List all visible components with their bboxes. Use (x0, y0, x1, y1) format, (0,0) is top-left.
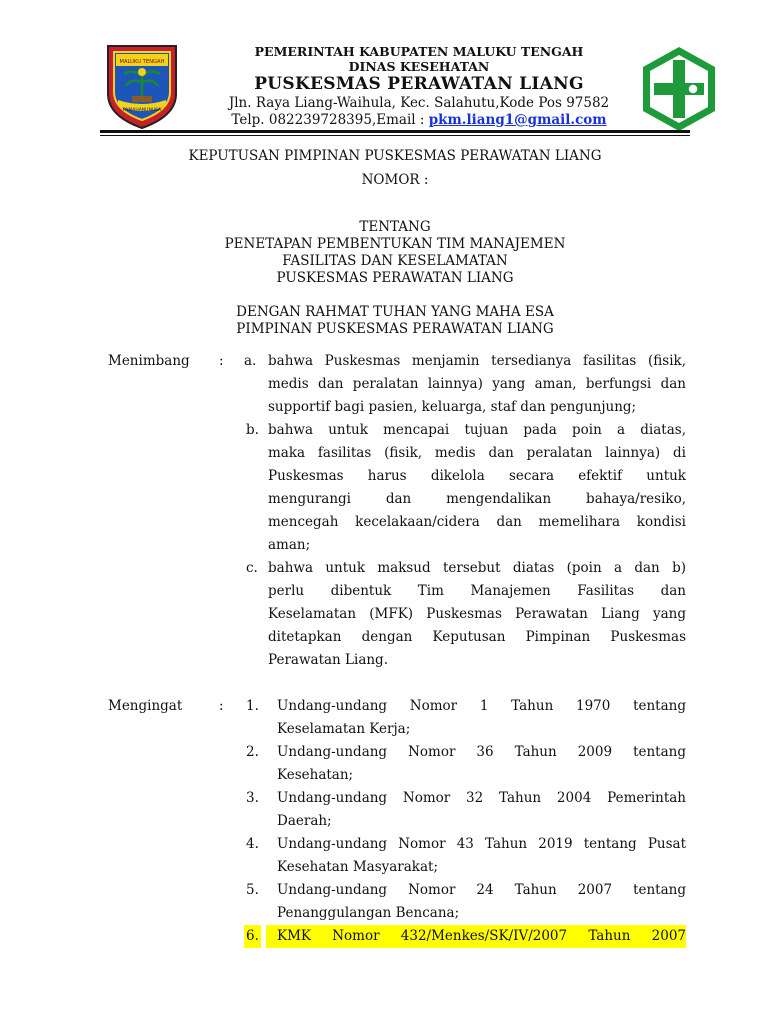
letterhead-rule-thin (100, 135, 690, 136)
text-line: Keselamatan Kerja; (277, 721, 411, 737)
text-line: Perawatan Liang. (268, 652, 388, 668)
puskesmas-logo (640, 44, 718, 134)
menimbang-item-c (268, 557, 686, 672)
decision-title: KEPUTUSAN PIMPINAN PUSKESMAS PERAWATAN LIANG (188, 148, 602, 164)
decision-number: NOMOR : (361, 172, 429, 188)
text-line: Undang-undang Nomor 32 Tahun 2004 Pemerintah (277, 790, 686, 806)
menimbang-marker-a: a. (244, 353, 257, 369)
emblem-top-text: MALUKU TENGAH (119, 59, 165, 65)
mengingat-marker-6: 6. (244, 925, 261, 948)
mengingat-marker-1: 1. (246, 698, 259, 714)
text-line: medis dan peralatan lainnya) yang aman, berfungsi dan (268, 376, 686, 392)
text-line: ditetapkan dengan Keputusan Pimpinan Puskesmas (268, 629, 686, 645)
text-line: Kesehatan Masyarakat; (277, 859, 439, 875)
text-line: perlu dibentuk Tim Manajemen Fasilitas dan (268, 583, 686, 599)
menimbang-marker-b: b. (246, 422, 259, 438)
regency-emblem-logo (102, 42, 182, 130)
mengingat-marker-3: 3. (246, 790, 259, 806)
grace-line-1: DENGAN RAHMAT TUHAN YANG MAHA ESA (236, 304, 554, 320)
mengingat-item-4 (277, 833, 686, 879)
subject-line-2: FASILITAS DAN KESELAMATAN (282, 253, 508, 269)
text-line: bahwa untuk mencapai tujuan pada poin a diatas, (268, 422, 686, 438)
text-line: supportif bagi pasien, keluarga, staf dan pengunjung; (268, 399, 637, 415)
menimbang-item-a (268, 350, 686, 419)
emblem-bottom-text: PAMAHANUNUSA (122, 108, 162, 113)
text-line: Puskesmas harus dikelola secara efektif untuk (268, 468, 686, 484)
text-line: Undang-undang Nomor 24 Tahun 2007 tentang (277, 882, 686, 898)
text-line: mengurangi dan mengendalikan bahaya/resiko, (268, 491, 686, 507)
text-line: Penanggulangan Bencana; (277, 905, 460, 921)
mengingat-item-3 (277, 787, 686, 833)
text-line: Undang-undang Nomor 43 Tahun 2019 tentang Pusat (277, 836, 686, 852)
text-line: bahwa untuk maksud tersebut diatas (poin a dan b) (268, 560, 686, 576)
menimbang-label: Menimbang (108, 353, 190, 369)
text-line: bahwa Puskesmas menjamin tersedianya fasilitas (fisik, (268, 353, 686, 369)
menimbang-item-b (268, 419, 686, 557)
mengingat-marker-5: 5. (246, 882, 259, 898)
address-line: Jln. Raya Liang-Waihula, Kec. Salahutu,Kode Pos 97582 (228, 95, 610, 111)
grace-line-2: PIMPINAN PUSKESMAS PERAWATAN LIANG (236, 321, 554, 337)
government-name: PEMERINTAH KABUPATEN MALUKU TENGAH (254, 44, 584, 59)
text-line: Keselamatan (MFK) Puskesmas Perawatan Liang yang (268, 606, 686, 622)
mengingat-item-5 (277, 879, 686, 925)
phone-text: Telp. 082239728395,Email : (231, 112, 429, 128)
subject-line-1: PENETAPAN PEMBENTUKAN TIM MANAJEMEN (224, 236, 566, 252)
letterhead (200, 44, 638, 129)
text-line: Undang-undang Nomor 36 Tahun 2009 tentang (277, 744, 686, 760)
about-heading: TENTANG (359, 219, 431, 235)
department-name: DINAS KESEHATAN (348, 59, 490, 74)
text-line: mencegah kecelakaan/cidera dan memelihara kondisi (268, 514, 686, 530)
mengingat-item-1 (277, 695, 686, 741)
text-line: Daerah; (277, 813, 332, 829)
menimbang-marker-c: c. (246, 560, 258, 576)
mengingat-colon: : (219, 698, 224, 714)
text-line: Undang-undang Nomor 1 Tahun 1970 tentang (277, 698, 686, 714)
mengingat-marker-4: 4. (246, 836, 259, 852)
email-link[interactable]: pkm.liang1@gmail.com (428, 112, 607, 128)
text-line: Kesehatan; (277, 767, 354, 783)
institution-name: PUSKESMAS PERAWATAN LIANG (254, 74, 584, 94)
letterhead-rule-thick (100, 130, 690, 133)
text-line: KMK Nomor 432/Menkes/SK/IV/2007 Tahun 2007 (277, 928, 686, 944)
mengingat-item-2 (277, 741, 686, 787)
mengingat-item-6 (266, 925, 686, 948)
subject-line-3: PUSKESMAS PERAWATAN LIANG (276, 270, 514, 286)
text-line: maka fasilitas (fisik, medis dan peralatan lainnya) di (268, 445, 686, 461)
mengingat-label: Mengingat (108, 698, 183, 714)
mengingat-marker-2: 2. (246, 744, 259, 760)
menimbang-colon: : (219, 353, 224, 369)
text-line: aman; (268, 537, 311, 553)
contact-line (200, 112, 638, 129)
